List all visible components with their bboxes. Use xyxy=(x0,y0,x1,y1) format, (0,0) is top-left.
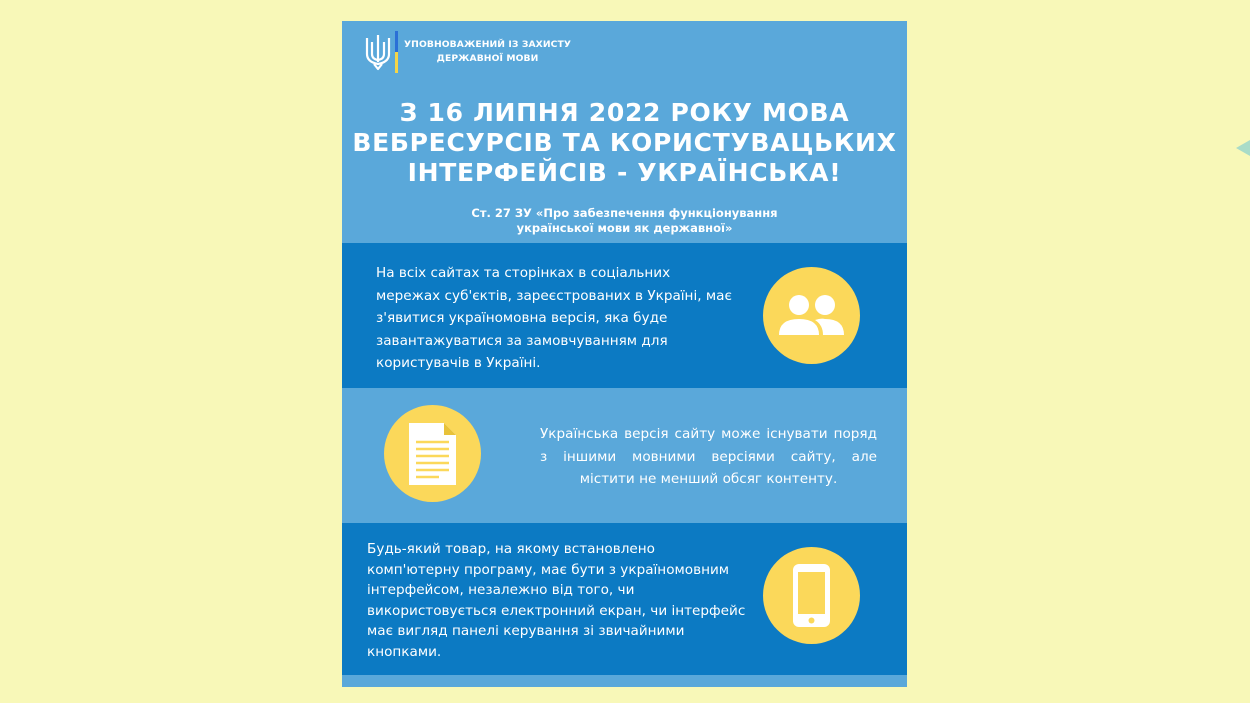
headline-line-3: ІНТЕРФЕЙСІВ - УКРАЇНСЬКА! xyxy=(407,158,842,187)
organization-name xyxy=(404,38,571,66)
header xyxy=(342,21,907,244)
document-icon xyxy=(384,405,481,502)
section-text: Будь-який товар, на якому встановлено комп'ютерну програму, має бути з україномовним інтерфейсом, незалежно від того, чи використовується електронний екран, чи інтерфейс має вигляд панелі керування зі звичайними кнопками. xyxy=(367,541,746,660)
organization-line-2: ДЕРЖАВНОЇ МОВИ xyxy=(436,53,539,64)
decorative-arrow xyxy=(1236,140,1250,156)
section-text: На всіх сайтах та сторінках в соціальних мережах суб'єктів, зареєстрованих в Україні, має з'явитися україномовна версія, яка буде завантажуватися за замовчуванням для користувачів в Україні. xyxy=(376,265,732,371)
section-products-interface xyxy=(342,523,907,675)
ombudsman-logo xyxy=(364,31,571,73)
section-social-media xyxy=(342,243,907,388)
law-reference-line-2: української мови як державної» xyxy=(516,221,733,235)
smartphone-icon xyxy=(763,547,860,644)
headline xyxy=(342,98,907,188)
infographic-card xyxy=(342,21,907,687)
trident-icon xyxy=(364,32,392,72)
headline-line-2: ВЕБРЕСУРСІВ ТА КОРИСТУВАЦЬКИХ xyxy=(352,128,897,157)
users-icon-circle xyxy=(763,267,860,364)
law-reference-line-1: Ст. 27 ЗУ «Про забезпечення функціонування xyxy=(471,206,778,220)
section-text: Українська версія сайту може існувати поряд з іншими мовними версіями сайту, але містити не менший обсяг контенту. xyxy=(540,426,877,487)
document-icon-circle xyxy=(384,405,481,502)
headline-line-1: З 16 ЛИПНЯ 2022 РОКУ МОВА xyxy=(399,98,850,127)
organization-line-1: УПОВНОВАЖЕНИЙ ІЗ ЗАХИСТУ xyxy=(404,39,572,50)
section-site-versions xyxy=(342,388,907,523)
users-icon xyxy=(763,267,860,364)
law-reference xyxy=(342,206,907,236)
smartphone-icon-circle xyxy=(763,547,860,644)
flag-stripe xyxy=(395,31,398,73)
